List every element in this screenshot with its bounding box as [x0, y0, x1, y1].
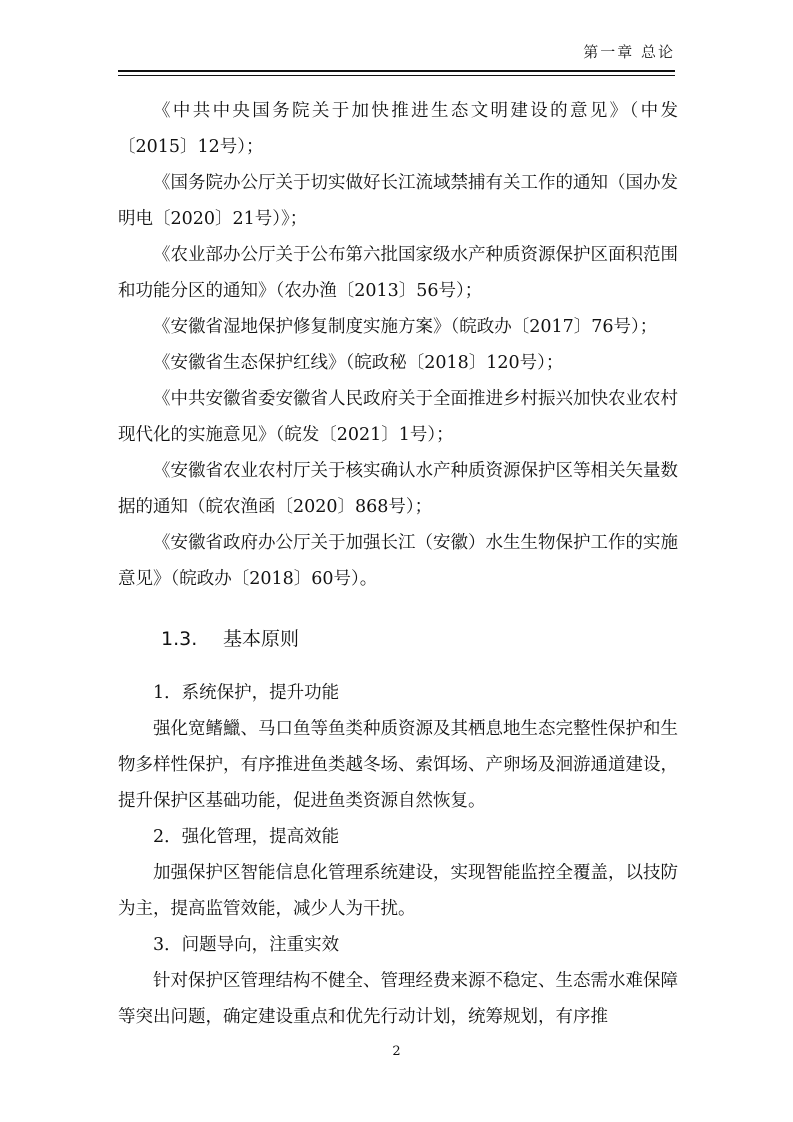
header-rule-thin [118, 75, 675, 76]
principle-body: 强化宽鳍鱲、马口鱼等鱼类种质资源及其栖息地生态完整性保护和生物多样性保护，有序推进鱼类越冬场、索饵场、产卵场及洄游通道建设，提升保护区基础功能，促进鱼类资源自然恢复。 [118, 719, 678, 811]
page-number: 2 [392, 1044, 401, 1059]
section-title: 基本原则 [223, 628, 300, 650]
page-body [118, 93, 678, 1035]
header-rule-thick [118, 70, 675, 72]
principle-body: 加强保护区智能信息化管理系统建设，实现智能监控全覆盖，以技防为主，提高监管效能，减少人为干扰。 [118, 863, 678, 919]
reference-item: 《安徽省湿地保护修复制度实施方案》（皖政办〔2017〕76号）； [153, 317, 658, 337]
principle-heading: 1．系统保护，提升功能 [153, 683, 340, 703]
reference-item: 《安徽省政府办公厅关于加强长江（安徽）水生生物保护工作的实施意见》（皖政办〔2018〕60号）。 [118, 533, 678, 589]
section-heading [161, 621, 678, 657]
reference-item: 《中共安徽省委安徽省人民政府关于全面推进乡村振兴加快农业农村现代化的实施意见》（皖发〔2021〕1号）； [118, 389, 678, 445]
principle-body: 针对保护区管理结构不健全、管理经费来源不稳定、生态需水难保障等突出问题，确定建设重点和优先行动计划，统筹规划，有序推 [118, 971, 678, 1027]
reference-item: 《国务院办公厅关于切实做好长江流域禁捕有关工作的通知（国办发明电〔2020〕21号）》； [118, 173, 678, 229]
section-number: 1.3. [161, 628, 198, 650]
reference-item: 《安徽省生态保护红线》（皖政秘〔2018〕120号）； [153, 353, 564, 373]
running-header-title: 第一章 总论 [583, 43, 675, 61]
principle-heading: 2．强化管理，提高效能 [153, 827, 340, 847]
principle-heading: 3．问题导向，注重实效 [153, 935, 340, 955]
reference-item: 《安徽省农业农村厅关于核实确认水产种质资源保护区等相关矢量数据的通知（皖农渔函〔2020〕868号）； [118, 461, 678, 517]
reference-item: 《中共中央国务院关于加快推进生态文明建设的意见》（中发〔2015〕12号）； [118, 101, 678, 157]
reference-item: 《农业部办公厅关于公布第六批国家级水产种质资源保护区面积范围和功能分区的通知》（农办渔〔2013〕56号）； [118, 245, 678, 301]
